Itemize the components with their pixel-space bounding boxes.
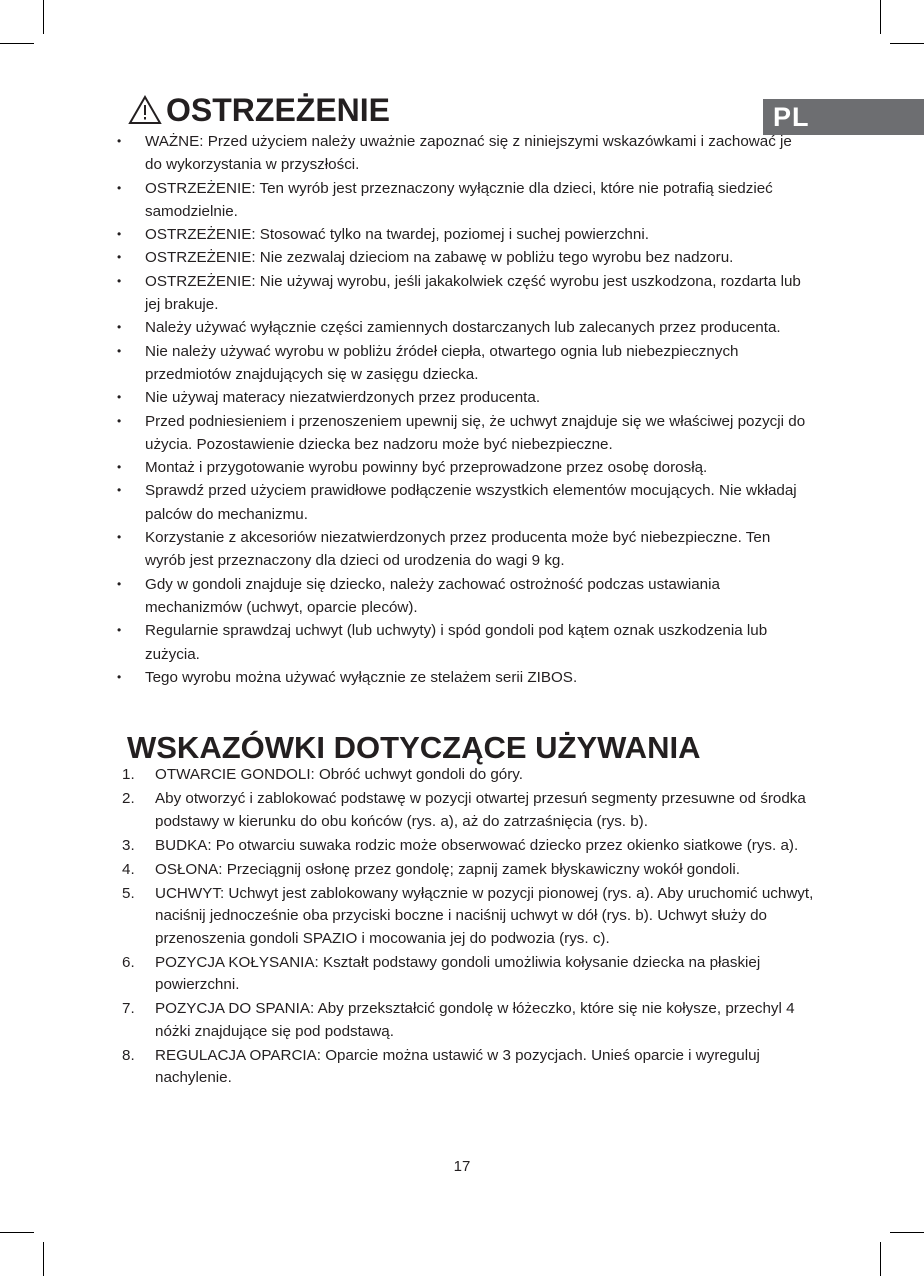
warning-text: Korzystanie z akcesoriów niezatwierdzonych przez producenta może być niebezpieczne. Ten wyrób jest przeznaczony dla dzieci od urodzenia do wagi 9 kg. xyxy=(145,529,771,570)
warning-text: OSTRZEŻENIE: Ten wyrób jest przeznaczony wyłącznie dla dzieci, które nie potrafią siedzieć samodzielnie. xyxy=(145,179,773,220)
item-number: 2. xyxy=(122,790,135,807)
warning-item xyxy=(117,316,807,339)
crop-mark xyxy=(880,0,881,34)
usage-item xyxy=(122,1045,822,1090)
usage-text: POZYCJA KOŁYSANIA: Kształt podstawy gondoli umożliwia kołysanie dziecka na płaskiej powierzchni. xyxy=(155,953,761,993)
usage-heading: WSKAZÓWKI DOTYCZĄCE UŻYWANIA xyxy=(127,730,701,765)
warning-item xyxy=(117,526,807,573)
warning-item xyxy=(117,386,807,409)
warning-item xyxy=(117,410,807,457)
crop-mark xyxy=(890,43,924,44)
warning-item xyxy=(117,456,807,479)
usage-item xyxy=(122,835,822,858)
bullet: • xyxy=(117,134,122,148)
warning-item xyxy=(117,573,807,620)
item-number: 3. xyxy=(122,836,135,854)
warning-text: Przed podniesieniem i przenoszeniem upewnij się, że uchwyt znajduje się we właściwej pozycji do użycia. Pozostawienie dziecka bez nadzoru może być niebezpieczne. xyxy=(145,412,806,453)
crop-mark xyxy=(43,0,44,34)
usage-text: REGULACJA OPARCIA: Oparcie można ustawić w 3 pozycjach. Unieś oparcie i wyreguluj nachylenie. xyxy=(155,1046,760,1086)
bullet: • xyxy=(117,413,122,428)
crop-mark xyxy=(43,1242,44,1276)
warning-item xyxy=(117,270,807,317)
usage-text: OSŁONA: Przeciągnij osłonę przez gondolę; zapnij zamek błyskawiczny wokół gondoli. xyxy=(155,860,741,878)
bullet: • xyxy=(117,669,122,684)
warning-text: WAŻNE: Przed użyciem należy uważnie zapoznać się z niniejszymi wskazówkami i zachować je do wykorzystania w przyszłości. xyxy=(145,133,792,174)
language-tab: PL xyxy=(763,99,924,135)
usage-text: BUDKA: Po otwarciu suwaka rodzic może obserwować dziecko przez okienko siatkowe (rys. a). xyxy=(155,836,799,854)
warning-text: Należy używać wyłącznie części zamiennych dostarczanych lub zalecanych przez producenta. xyxy=(145,319,781,337)
usage-text: Aby otworzyć i zablokować podstawę w pozycji otwartej przesuń segmenty przesuwne od środka podstawy w kierunku do obu końców (rys. a), aż do zatrzaśnięcia (rys. b). xyxy=(155,790,806,830)
warning-text: Sprawdź przed użyciem prawidłowe podłączenie wszystkich elementów mocujących. Nie wkładaj palców do mechanizmu. xyxy=(145,482,797,523)
bullet: • xyxy=(117,460,122,475)
warning-item xyxy=(117,619,807,666)
usage-text: UCHWYT: Uchwyt jest zablokowany wyłącznie w pozycji pionowej (rys. a). Aby uruchomić uchwyt, naciśnij jednocześnie oba przyciski boczne i naciśnij uchwyt w dół (rys. b). Uchwyt służy do przenoszenia gondoli SPAZIO i mocowania jej do podwozia (rys. c). xyxy=(155,884,814,947)
warning-heading xyxy=(128,90,390,130)
warning-list xyxy=(117,130,807,689)
bullet: • xyxy=(117,227,122,242)
warning-text: Tego wyrobu można używać wyłącznie ze stelażem serii ZIBOS. xyxy=(145,668,578,686)
bullet: • xyxy=(117,576,122,591)
bullet: • xyxy=(117,390,122,405)
usage-text: POZYCJA DO SPANIA: Aby przekształcić gondolę w łóżeczko, które się nie kołysze, przechyl 4 nóżki znajdujące się pod podstawą. xyxy=(155,1000,795,1040)
bullet: • xyxy=(117,320,122,335)
bullet: • xyxy=(117,273,122,288)
crop-mark xyxy=(880,1242,881,1276)
usage-text: OTWARCIE GONDOLI: Obróć uchwyt gondoli do góry. xyxy=(155,766,523,783)
usage-item xyxy=(122,788,822,833)
usage-item xyxy=(122,859,822,882)
warning-item xyxy=(117,479,807,526)
usage-item xyxy=(122,764,822,787)
usage-list xyxy=(122,764,822,1091)
item-number: 1. xyxy=(122,766,135,783)
bullet: • xyxy=(117,483,122,498)
crop-mark xyxy=(0,43,34,44)
usage-item xyxy=(122,883,822,951)
item-number: 8. xyxy=(122,1046,135,1064)
warning-text: Regularnie sprawdzaj uchwyt (lub uchwyty) i spód gondoli pod kątem oznak uszkodzenia lub zużycia. xyxy=(145,622,768,663)
warning-text: Nie należy używać wyrobu w pobliżu źródeł ciepła, otwartego ognia lub niebezpiecznych przedmiotów znajdujących się w zasięgu dziecka. xyxy=(145,342,739,383)
warning-title-text: OSTRZEŻENIE xyxy=(166,92,391,128)
usage-item xyxy=(122,998,822,1043)
warning-item xyxy=(117,246,807,269)
item-number: 7. xyxy=(122,1000,135,1017)
usage-item xyxy=(122,952,822,997)
bullet: • xyxy=(117,343,122,358)
crop-mark xyxy=(890,1232,924,1233)
warning-triangle-icon xyxy=(128,95,162,125)
item-number: 4. xyxy=(122,860,135,878)
item-number: 5. xyxy=(122,884,135,902)
warning-text: Gdy w gondoli znajduje się dziecko, należy zachować ostrożność podczas ustawiania mechanizmów (uchwyt, oparcie pleców). xyxy=(145,575,720,616)
bullet: • xyxy=(117,250,122,265)
crop-mark xyxy=(0,1232,34,1233)
warning-item xyxy=(117,666,807,689)
warning-item xyxy=(117,177,807,224)
warning-text: Montaż i przygotowanie wyrobu powinny być przeprowadzone przez osobę dorosłą. xyxy=(145,459,708,477)
bullet: • xyxy=(117,530,122,545)
warning-item xyxy=(117,130,807,177)
warning-text: OSTRZEŻENIE: Nie używaj wyrobu, jeśli jakakolwiek część wyrobu jest uszkodzona, rozdarta lub jej brakuje. xyxy=(145,272,801,314)
warning-item xyxy=(117,223,807,246)
warning-text: Nie używaj materacy niezatwierdzonych przez producenta. xyxy=(145,389,541,407)
warning-text: OSTRZEŻENIE: Nie zezwalaj dzieciom na zabawę w pobliżu tego wyrobu bez nadzoru. xyxy=(145,249,734,267)
item-number: 6. xyxy=(122,953,135,971)
bullet: • xyxy=(117,180,122,195)
warning-item xyxy=(117,340,807,387)
warning-text: OSTRZEŻENIE: Stosować tylko na twardej, poziomej i suchej powierzchni. xyxy=(145,226,649,244)
bullet: • xyxy=(117,623,122,638)
page-number: 17 xyxy=(453,1158,471,1175)
